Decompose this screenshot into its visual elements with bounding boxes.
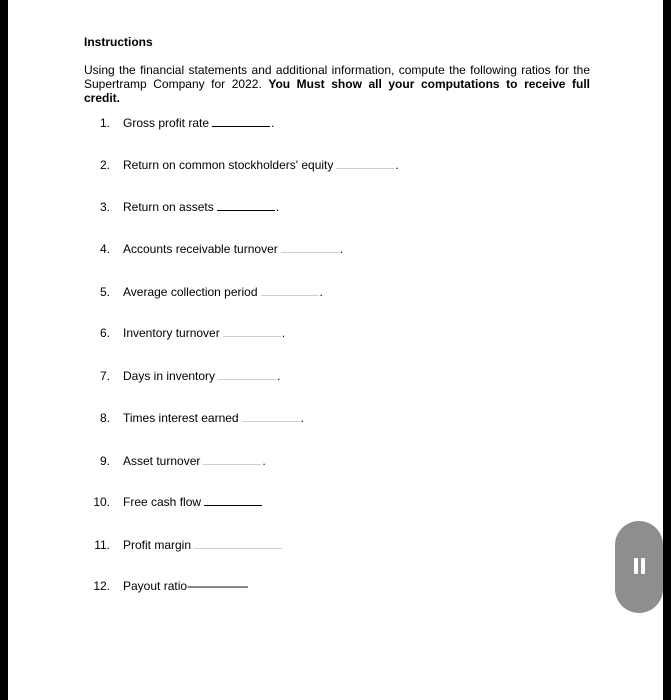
answer-dashes[interactable]: ------------------------ <box>187 579 247 593</box>
item-number: 1. <box>99 116 110 130</box>
item-number: 6. <box>99 326 110 340</box>
item-label: Accounts receivable turnover <box>123 242 278 256</box>
instructions-bold-text: You Must show all your computations to receive full credit. <box>84 77 590 105</box>
item-label: Days in inventory <box>123 369 216 383</box>
instructions-paragraph <box>84 63 590 105</box>
item-number: 3. <box>99 200 110 214</box>
scroll-handle[interactable] <box>615 521 663 613</box>
answer-blank[interactable] <box>242 411 300 422</box>
item-label: Free cash flow <box>123 495 202 509</box>
answer-blank[interactable] <box>218 369 276 380</box>
item-period: . <box>300 411 304 425</box>
item-period: . <box>262 454 266 468</box>
item-number: 12. <box>93 579 110 593</box>
item-label: Return on common stockholders' equity <box>123 158 334 172</box>
answer-blank[interactable] <box>223 326 281 337</box>
item-period: . <box>319 285 323 299</box>
answer-blank[interactable] <box>217 200 275 211</box>
item-label: Gross profit rate <box>123 116 210 130</box>
document-page <box>8 0 663 700</box>
item-number: 5. <box>99 285 110 299</box>
item-label: Payout ratio <box>123 579 188 593</box>
item-label: Inventory turnover <box>123 326 220 340</box>
answer-blank[interactable] <box>336 158 394 169</box>
answer-blank[interactable] <box>204 495 262 506</box>
answer-blank[interactable] <box>281 242 339 253</box>
item-label: Profit margin <box>123 538 192 552</box>
item-label: Return on assets <box>123 200 214 214</box>
item-number: 9. <box>99 454 110 468</box>
item-number: 7. <box>99 369 110 383</box>
item-label: Asset turnover <box>123 454 201 468</box>
item-number: 11. <box>94 538 110 552</box>
item-period: . <box>281 326 286 340</box>
answer-blank[interactable] <box>261 285 319 296</box>
answer-blank[interactable] <box>203 454 261 465</box>
grip-line-icon <box>634 558 638 574</box>
item-label: Average collection period <box>123 285 258 299</box>
document-title: Instructions <box>84 35 153 49</box>
item-number: 8. <box>99 411 110 425</box>
item-period: . <box>339 242 344 256</box>
item-label: Times interest earned <box>123 411 239 425</box>
item-period: . <box>395 158 399 172</box>
item-number: 2. <box>99 158 110 172</box>
answer-blank[interactable] <box>212 116 270 127</box>
item-number: 10. <box>93 495 110 509</box>
answer-blank[interactable] <box>194 538 282 549</box>
item-period: . <box>271 116 275 130</box>
instructions-text: Using the financial statements and additional information, compute the following ratios for the Supertramp Company for 2022. <box>84 63 590 91</box>
grip-line-icon <box>641 558 645 574</box>
item-period: . <box>275 200 280 214</box>
item-period: . <box>277 369 281 383</box>
item-number: 4. <box>99 242 110 256</box>
